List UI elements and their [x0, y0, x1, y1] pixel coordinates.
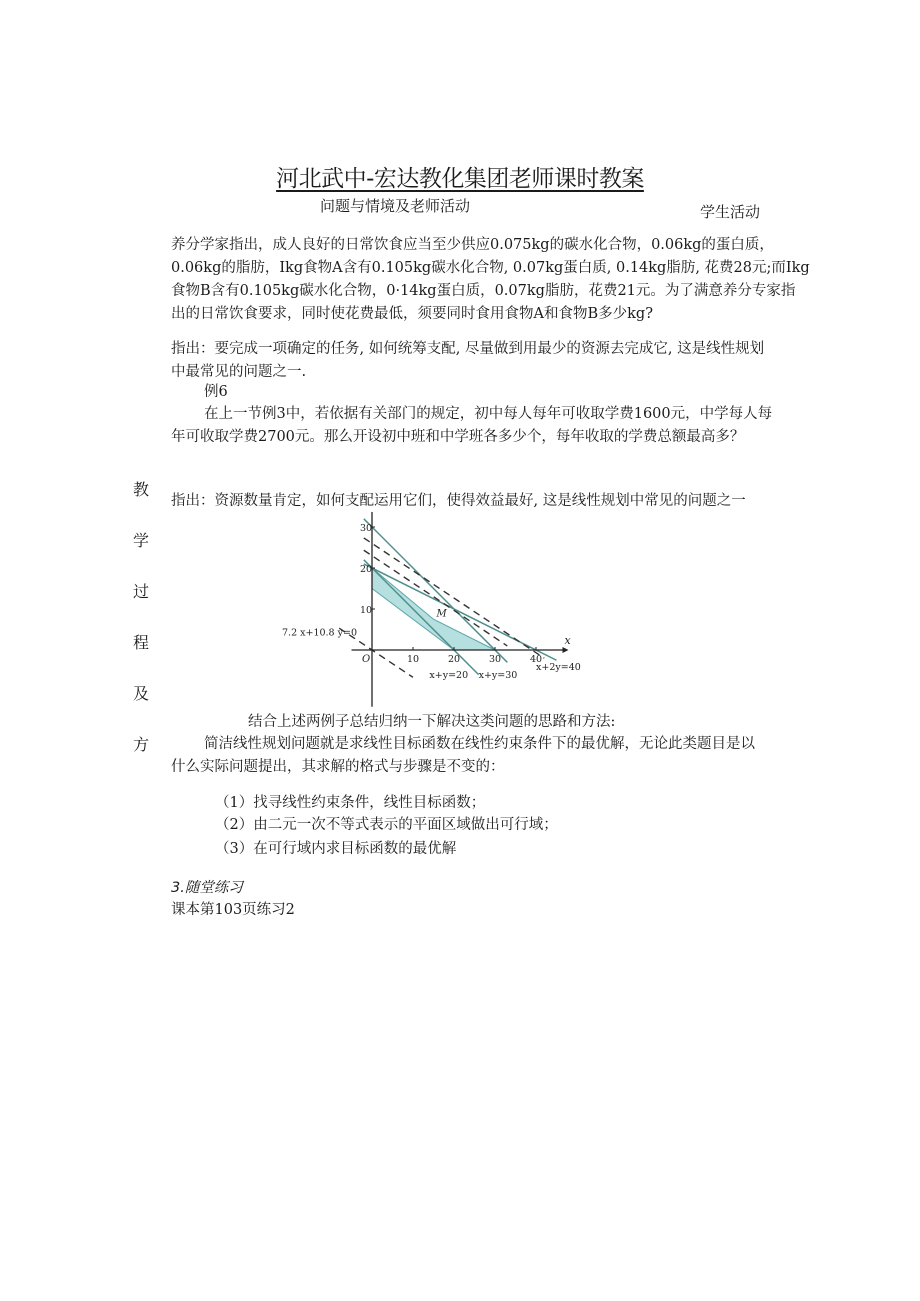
problem-line: 食物B含有0.105kg碳水化合物，0·14kg蛋白质，0.07kg脂肪，花费21元。为了满意养分专家指 — [171, 283, 796, 299]
y-tick-label: 30 — [360, 523, 373, 534]
problem-line: 养分学家指出，成人良好的日常饮食应当至少供应0.075kg的碳水化合物，0.06kg的蛋白质， — [171, 237, 774, 253]
x-tick-label: 10 — [407, 654, 420, 665]
side-label-char: 程 — [133, 633, 150, 652]
practice-text: 课本第103页练习2 — [171, 902, 295, 918]
page-title: 河北武中-宏达教化集团老师课时教案 — [276, 166, 644, 192]
problem-text — [171, 234, 810, 326]
header-student-activity: 学生活动 — [700, 203, 761, 221]
side-label-char: 学 — [133, 531, 150, 550]
line-label: 7.2 x+10.8 y=0 — [282, 627, 357, 639]
line-label: x+y=20 — [429, 670, 469, 681]
y-tick-label: 10 — [360, 605, 373, 616]
side-label-char: 过 — [133, 582, 150, 601]
x-tick-label: 30 — [489, 654, 502, 665]
example-label: 例6 — [204, 384, 228, 400]
problem-line: 出的日常饮食要求，同时使花费最低，须要同时食用食物A和食物B多少kg? — [171, 306, 653, 322]
practice-heading: 3.随堂练习 — [171, 880, 243, 896]
side-label-char: 方 — [133, 735, 150, 754]
summary-line: 什么实际问题提出，其求解的格式与步骤是不变的： — [171, 759, 505, 775]
line-label: x+2y=40 — [536, 662, 581, 673]
note-line: 中最常见的问题之一. — [171, 364, 307, 380]
side-label-char: 教 — [133, 480, 150, 499]
summary-text — [171, 733, 755, 779]
summary-intro: 结合上述两例子总结归纳一下解决这类问题的思路和方法: — [248, 714, 616, 730]
step-1: （1）找寻线性约束条件，线性目标函数； — [215, 795, 486, 811]
example-line: 年可收取学费2700元。那么开设初中班和中学班各多少个，每年收取的学费总额最高多？ — [171, 429, 745, 445]
x-axis-label: x — [564, 634, 571, 647]
x-tick-label: 20 — [448, 654, 461, 665]
line-label: x+y=30 — [478, 670, 518, 681]
note-1 — [171, 338, 764, 384]
note-2: 指出：资源数量肯定，如何支配运用它们，使得效益最好, 这是线性规划中常见的问题之一 — [171, 493, 746, 509]
problem-line: 0.06kg的脂肪，Ikg食物A含有0.105kg碳水化合物, 0.07kg蛋白质, 0.14kg脂肪, 花费28元;而Ikg — [171, 260, 810, 276]
linear-programming-chart — [278, 512, 618, 708]
summary-line: 简洁线性规划问题就是求线性目标函数在线性约束条件下的最优解，无论此类题目是以 — [204, 736, 755, 752]
example-text — [171, 403, 772, 449]
side-label-char: 及 — [133, 684, 150, 703]
step-3: （3）在可行域内求目标函数的最优解 — [215, 841, 457, 857]
note-line: 指出：要完成一项确定的任务, 如何统筹支配, 尽量做到用最少的资源去完成它, 这是线性规划 — [171, 341, 765, 357]
step-2: （2）由二元一次不等式表示的平面区域做出可行域； — [215, 817, 558, 833]
origin-label: O — [362, 654, 371, 665]
point-m-label: M — [436, 608, 447, 620]
header-teacher-activity: 问题与情境及老师活动 — [320, 197, 471, 215]
x-tick-label: 40 — [530, 654, 543, 665]
y-tick-label: 20 — [360, 564, 373, 575]
example-line: 在上一节例3中，若依据有关部门的规定，初中每人每年可收取学费1600元，中学每人每 — [204, 406, 773, 422]
